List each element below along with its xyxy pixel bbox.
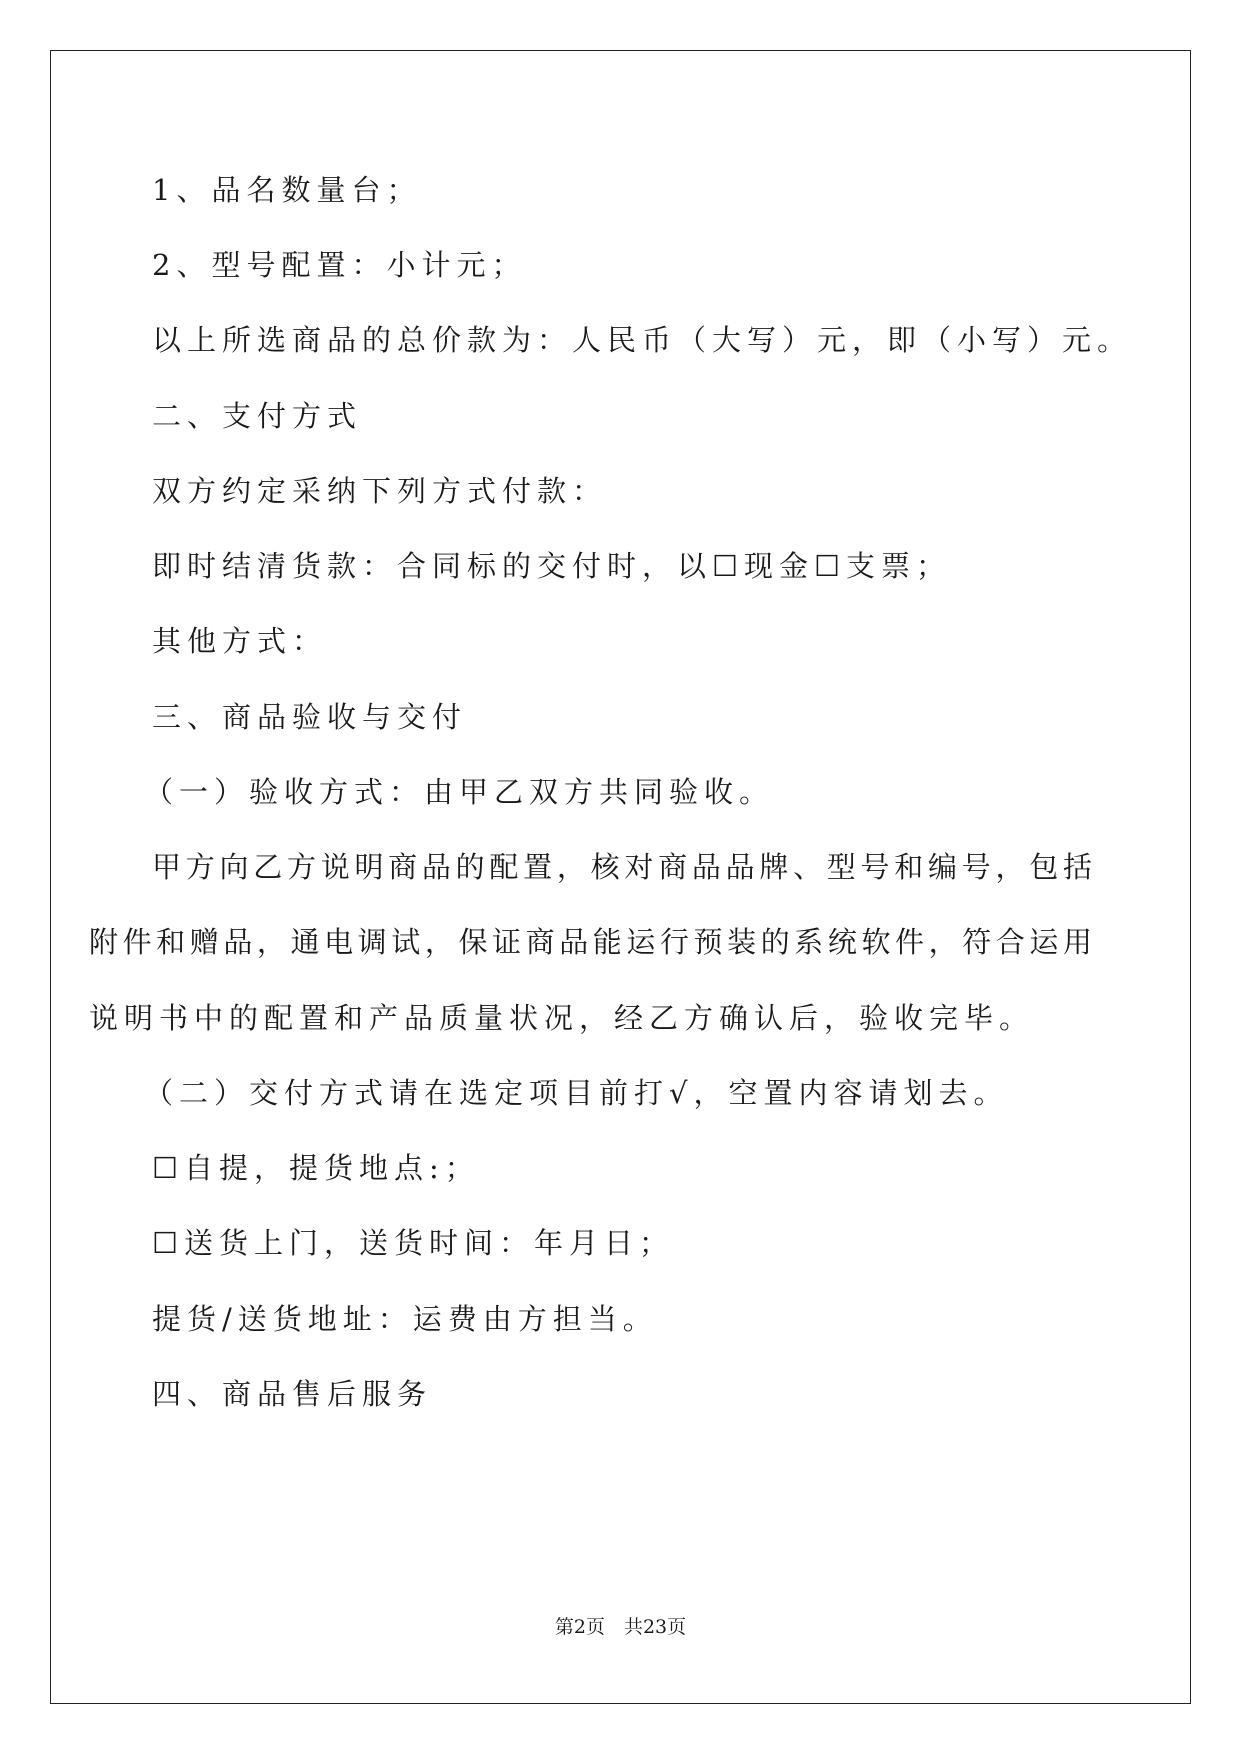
payment-other: 其他方式：	[152, 624, 328, 658]
acceptance-method: （一）验收方式：由甲乙双方共同验收。	[144, 775, 775, 809]
acceptance-paragraph-line-1: 甲方向乙方说明商品的配置，核对商品品牌、型号和编号，包括	[152, 850, 1092, 884]
section-heading-after-sales: 四、商品售后服务	[152, 1377, 433, 1411]
page-number-footer: 第2页 共23页	[554, 1616, 687, 1638]
delivery-option-door: ☐送货上门，送货时间：年月日；	[152, 1226, 674, 1260]
total-price-line: 以上所选商品的总价款为：人民币（大写）元，即（小写）元。	[152, 323, 1133, 357]
delivery-method: （二）交付方式请在选定项目前打√，空置内容请划去。	[144, 1076, 1009, 1110]
delivery-option-pickup: ☐自提，提货地点:；	[152, 1151, 480, 1185]
section-heading-payment: 二、支付方式	[152, 399, 363, 433]
acceptance-paragraph-line-3: 说明书中的配置和产品质量状况，经乙方确认后，验收完毕。	[89, 1001, 1035, 1035]
item-product-name-quantity: 1、品名数量台；	[152, 173, 422, 207]
payment-intro: 双方约定采纳下列方式付款：	[152, 474, 608, 508]
item-model-config: 2、型号配置：小计元；	[152, 248, 527, 282]
delivery-address-freight: 提货/送货地址：运费由方担当。	[152, 1302, 658, 1336]
section-heading-acceptance: 三、商品验收与交付	[152, 700, 468, 734]
payment-immediate: 即时结清货款：合同标的交付时，以☐现金☐支票；	[152, 549, 951, 583]
acceptance-paragraph-line-2: 附件和赠品，通电调试，保证商品能运行预装的系统软件，符合运用	[89, 925, 1092, 959]
